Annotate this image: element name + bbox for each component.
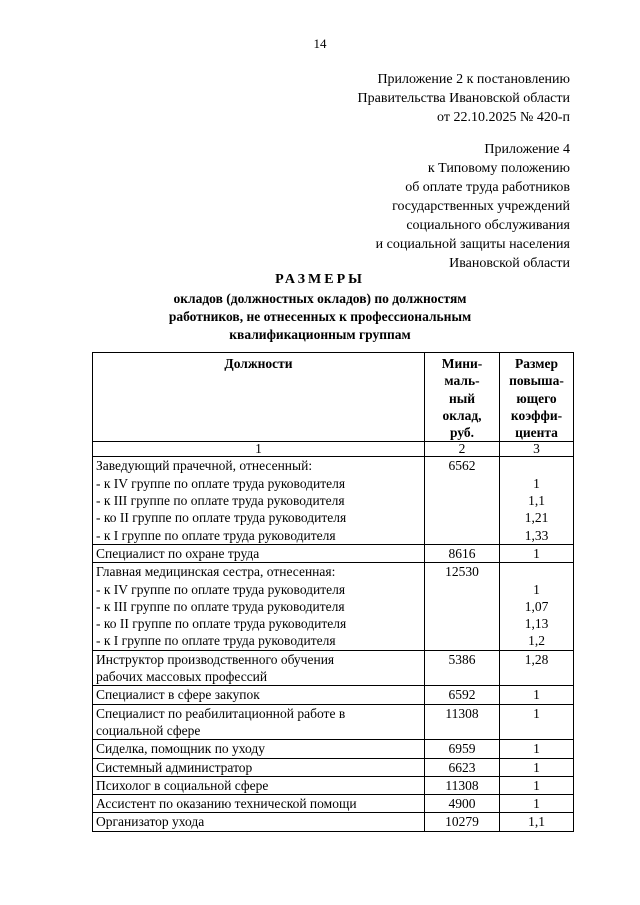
position-cell <box>93 563 425 650</box>
position-cell-line: Системный администратор <box>96 759 253 775</box>
position-cell-line: Специалист в сфере закупок <box>96 687 260 703</box>
header-line: руб. <box>449 425 475 441</box>
min-salary-cell <box>425 740 500 758</box>
position-cell <box>93 457 425 544</box>
coefficient-cell <box>500 740 574 758</box>
position-cell <box>93 795 425 813</box>
header-position <box>93 353 425 442</box>
table-row <box>93 563 574 650</box>
min-salary-cell-line <box>428 509 496 526</box>
subtitle-line: окладов (должностных окладов) по должностям <box>173 291 467 306</box>
header-line: оклад, <box>442 407 482 423</box>
min-salary-cell-line: 12530 <box>445 564 479 580</box>
position-cell-line: - к I группе по оплате труда руководителя <box>96 633 336 649</box>
min-salary-cell-line: 6623 <box>448 759 476 775</box>
salary-table <box>92 352 574 832</box>
header-line: Мини- <box>441 356 483 371</box>
coefficient-cell-line: 1,13 <box>524 616 549 632</box>
header-line: повыша- <box>509 373 564 389</box>
table-row <box>93 686 574 704</box>
coefficient-cell-line: 1,1 <box>528 814 545 830</box>
min-salary-cell <box>425 776 500 794</box>
position-cell <box>93 650 425 686</box>
min-salary-cell <box>425 813 500 831</box>
min-salary-cell-line <box>428 527 496 544</box>
position-cell-line: Главная медицинская сестра, отнесенная: <box>96 564 336 580</box>
coefficient-cell <box>500 457 574 544</box>
position-cell <box>93 776 425 794</box>
position-cell-line: - к III группе по оплате труда руководителя <box>96 598 345 614</box>
min-salary-cell <box>425 686 500 704</box>
document-title: РАЗМЕРЫ <box>275 272 365 287</box>
subtitle-line: квалификационным группам <box>229 327 411 342</box>
min-salary-cell-line: 6592 <box>448 687 476 703</box>
coefficient-cell-line: 1 <box>533 741 540 757</box>
position-cell <box>93 686 425 704</box>
position-cell <box>93 758 425 776</box>
coefficient-cell <box>500 686 574 704</box>
min-salary-cell-line <box>428 492 496 509</box>
position-cell-line: Специалист по реабилитационной работе в <box>96 705 346 721</box>
coefficient-cell <box>500 758 574 776</box>
table-row <box>93 813 574 831</box>
position-cell-line: - к IV группе по оплате труда руководителя <box>96 475 346 491</box>
position-cell-line: социальной сфере <box>96 722 201 738</box>
position-cell-line: рабочих массовых профессий <box>96 669 268 685</box>
appendix-4-line: государственных учреждений <box>392 199 570 214</box>
coefficient-cell-line: 1 <box>533 687 540 703</box>
column-number: 1 <box>93 442 425 457</box>
coefficient-cell-line: 1 <box>533 796 540 812</box>
coefficient-cell-line: 1 <box>533 759 540 775</box>
min-salary-cell-line: 11308 <box>445 705 479 721</box>
document-subtitle <box>0 290 640 344</box>
appendix-2-line: от 22.10.2025 № 420-п <box>437 110 570 125</box>
min-salary-cell-line: 10279 <box>445 814 479 830</box>
column-number-row <box>93 442 574 457</box>
min-salary-cell <box>425 795 500 813</box>
header-line: Должности <box>224 356 293 371</box>
position-cell-line: - ко II группе по оплате труда руководителя <box>96 510 347 526</box>
coefficient-cell <box>500 650 574 686</box>
page-number: 14 <box>313 36 327 51</box>
coefficient-cell <box>500 544 574 562</box>
min-salary-cell-line <box>428 475 496 492</box>
coefficient-cell <box>500 563 574 650</box>
table-row <box>93 776 574 794</box>
coefficient-cell-line <box>503 457 570 474</box>
header-line: коэффи- <box>510 407 563 423</box>
table-row <box>93 740 574 758</box>
position-cell-line: - к I группе по оплате труда руководителя <box>96 527 336 543</box>
position-cell <box>93 813 425 831</box>
table-row <box>93 795 574 813</box>
column-number: 3 <box>500 442 574 457</box>
coefficient-cell <box>500 704 574 740</box>
header-line: Размер <box>515 356 558 371</box>
coefficient-cell-line: 1 <box>533 705 540 721</box>
position-cell-line: Ассистент по оказанию технической помощи <box>96 796 357 812</box>
min-salary-cell-line: 4900 <box>448 796 476 812</box>
coefficient-cell-line: 1 <box>533 545 540 561</box>
appendix-4-line: Приложение 4 <box>484 142 570 157</box>
min-salary-cell-line: 8616 <box>448 545 476 561</box>
min-salary-cell-line <box>428 632 496 649</box>
min-salary-cell-line: 6959 <box>448 741 476 757</box>
appendix-2-header <box>358 70 570 127</box>
coefficient-cell-line: 1 <box>533 475 540 491</box>
appendix-4-line: об оплате труда работников <box>405 180 570 195</box>
min-salary-cell-line <box>428 581 496 598</box>
column-number: 2 <box>425 442 500 457</box>
min-salary-cell-line <box>428 722 496 739</box>
position-cell-line: Специалист по охране труда <box>96 545 260 561</box>
min-salary-cell-line: 5386 <box>448 651 476 667</box>
appendix-4-line: Ивановской области <box>449 256 570 271</box>
header-line: циента <box>515 425 558 441</box>
header-row <box>93 353 574 442</box>
min-salary-cell <box>425 563 500 650</box>
table-row <box>93 758 574 776</box>
appendix-4-line: социального обслуживания <box>406 218 570 233</box>
min-salary-cell <box>425 650 500 686</box>
coefficient-cell <box>500 795 574 813</box>
position-cell <box>93 544 425 562</box>
coefficient-cell-line: 1,1 <box>528 493 545 509</box>
position-cell-line: Инструктор производственного обучения <box>96 651 335 667</box>
table-row <box>93 457 574 544</box>
position-cell-line: - ко II группе по оплате труда руководителя <box>96 616 347 632</box>
header-line: ный <box>448 390 476 406</box>
min-salary-cell-line <box>428 598 496 615</box>
position-cell <box>93 704 425 740</box>
min-salary-cell <box>425 758 500 776</box>
min-salary-cell <box>425 544 500 562</box>
position-cell-line: Сиделка, помощник по уходу <box>96 741 266 757</box>
min-salary-cell-line: 6562 <box>448 458 476 474</box>
coefficient-cell <box>500 776 574 794</box>
min-salary-cell <box>425 457 500 544</box>
position-cell-line: Заведующий прачечной, отнесенный: <box>96 458 313 474</box>
coefficient-cell-line <box>503 668 570 685</box>
subtitle-line: работников, не отнесенных к профессиональным <box>168 309 472 324</box>
coefficient-cell-line: 1,21 <box>524 510 549 526</box>
coefficient-cell-line: 1,28 <box>524 651 549 667</box>
position-cell-line: - к IV группе по оплате труда руководителя <box>96 581 346 597</box>
position-cell-line: - к III группе по оплате труда руководителя <box>96 493 345 509</box>
table-row <box>93 704 574 740</box>
header-min-salary <box>425 353 500 442</box>
header-coefficient <box>500 353 574 442</box>
header-line: маль- <box>444 373 480 389</box>
coefficient-cell-line <box>503 563 570 580</box>
appendix-4-line: и социальной защиты населения <box>375 237 570 252</box>
header-line: ющего <box>516 390 557 406</box>
coefficient-cell-line: 1,07 <box>524 598 549 614</box>
appendix-4-line: к Типовому положению <box>427 161 570 176</box>
position-cell-line: Психолог в социальной сфере <box>96 777 269 793</box>
coefficient-cell-line <box>503 722 570 739</box>
min-salary-cell-line <box>428 615 496 632</box>
coefficient-cell-line: 1,2 <box>528 633 545 649</box>
min-salary-cell <box>425 704 500 740</box>
table-row <box>93 650 574 686</box>
appendix-2-line: Приложение 2 к постановлению <box>377 72 570 87</box>
appendix-2-line: Правительства Ивановской области <box>357 91 570 106</box>
coefficient-cell <box>500 813 574 831</box>
min-salary-cell-line <box>428 668 496 685</box>
min-salary-cell-line: 11308 <box>445 777 479 793</box>
coefficient-cell-line: 1 <box>533 777 540 793</box>
position-cell-line: Организатор ухода <box>96 814 205 830</box>
coefficient-cell-line: 1 <box>533 581 540 597</box>
table-body <box>93 457 574 831</box>
appendix-4-header <box>376 140 570 273</box>
table-row <box>93 544 574 562</box>
position-cell <box>93 740 425 758</box>
coefficient-cell-line: 1,33 <box>524 527 549 543</box>
